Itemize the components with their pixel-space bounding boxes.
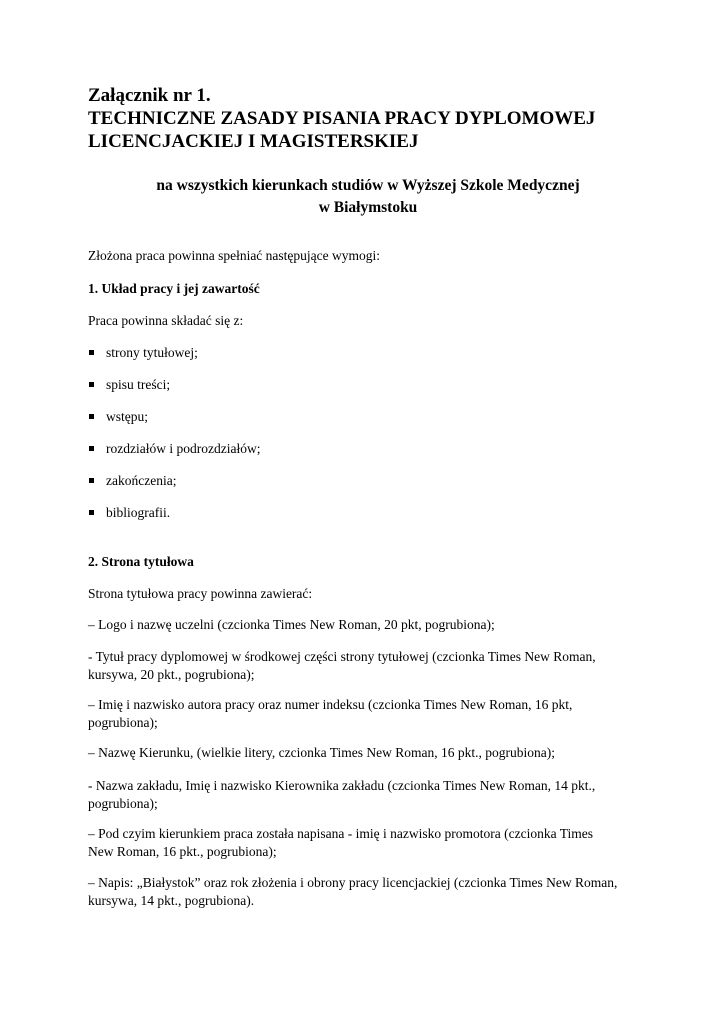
- subtitle-line-2: w Białymstoku: [318, 199, 418, 216]
- requirement-line: – Napis: „Białystok” oraz rok złożenia i obrony pracy licencjackiej (czcionka Times New Roman,: [88, 875, 618, 890]
- list-item-text: wstępu;: [106, 409, 148, 424]
- document-subtitle: [88, 175, 648, 219]
- list-item-text: spisu treści;: [106, 377, 171, 392]
- square-bullet-icon: [89, 382, 94, 387]
- section-1-lead: Praca powinna składać się z:: [88, 313, 244, 328]
- requirement-line: - Tytuł pracy dyplomowej w środkowej części strony tytułowej (czcionka Times New Roman,: [88, 649, 596, 664]
- requirement-item: [88, 744, 648, 762]
- requirement-item: [88, 648, 648, 684]
- square-bullet-icon: [89, 478, 94, 483]
- requirement-item: [88, 825, 648, 861]
- requirement-line: pogrubiona);: [88, 715, 158, 730]
- section-1-heading: 1. Układ pracy i jej zawartość: [88, 281, 260, 296]
- document-title: [88, 84, 648, 153]
- requirement-line: – Pod czyim kierunkiem praca została napisana - imię i nazwisko promotora (czcionka Times: [88, 826, 593, 841]
- square-bullet-icon: [89, 446, 94, 451]
- requirement-item: [88, 616, 648, 634]
- title-line-1: Załącznik nr 1.: [88, 85, 211, 106]
- title-line-3: LICENCJACKIEJ I MAGISTERSKIEJ: [88, 131, 419, 152]
- list-item-text: strony tytułowej;: [106, 345, 198, 360]
- requirement-line: – Logo i nazwę uczelni (czcionka Times New Roman, 20 pkt, pogrubiona);: [88, 617, 495, 632]
- square-bullet-icon: [89, 510, 94, 515]
- intro-paragraph: Złożona praca powinna spełniać następujące wymogi:: [88, 248, 381, 263]
- requirement-line: – Nazwę Kierunku, (wielkie litery, czcionka Times New Roman, 16 pkt., pogrubiona);: [88, 745, 556, 760]
- requirement-line: New Roman, 16 pkt., pogrubiona);: [88, 844, 277, 859]
- requirement-item: [88, 874, 648, 910]
- requirement-line: kursywa, 14 pkt., pogrubiona).: [88, 893, 255, 908]
- requirement-item: [88, 696, 648, 732]
- square-bullet-icon: [89, 350, 94, 355]
- section-2-lead: Strona tytułowa pracy powinna zawierać:: [88, 586, 313, 601]
- requirement-line: – Imię i nazwisko autora pracy oraz numer indeksu (czcionka Times New Roman, 16 pkt,: [88, 697, 573, 712]
- requirement-line: - Nazwa zakładu, Imię i nazwisko Kierownika zakładu (czcionka Times New Roman, 14 pkt.,: [88, 778, 596, 793]
- requirement-line: kursywa, 20 pkt., pogrubiona);: [88, 667, 255, 682]
- section-2-heading: 2. Strona tytułowa: [88, 554, 194, 569]
- requirement-item: [88, 777, 648, 813]
- subtitle-line-1: na wszystkich kierunkach studiów w Wyższej Szkole Medycznej: [156, 177, 580, 194]
- requirement-line: pogrubiona);: [88, 796, 158, 811]
- square-bullet-icon: [89, 414, 94, 419]
- title-line-2: TECHNICZNE ZASADY PISANIA PRACY DYPLOMOWEJ: [88, 108, 596, 129]
- list-item-text: bibliografii.: [106, 505, 171, 520]
- list-item-text: zakończenia;: [106, 473, 177, 488]
- list-item-text: rozdziałów i podrozdziałów;: [106, 441, 261, 456]
